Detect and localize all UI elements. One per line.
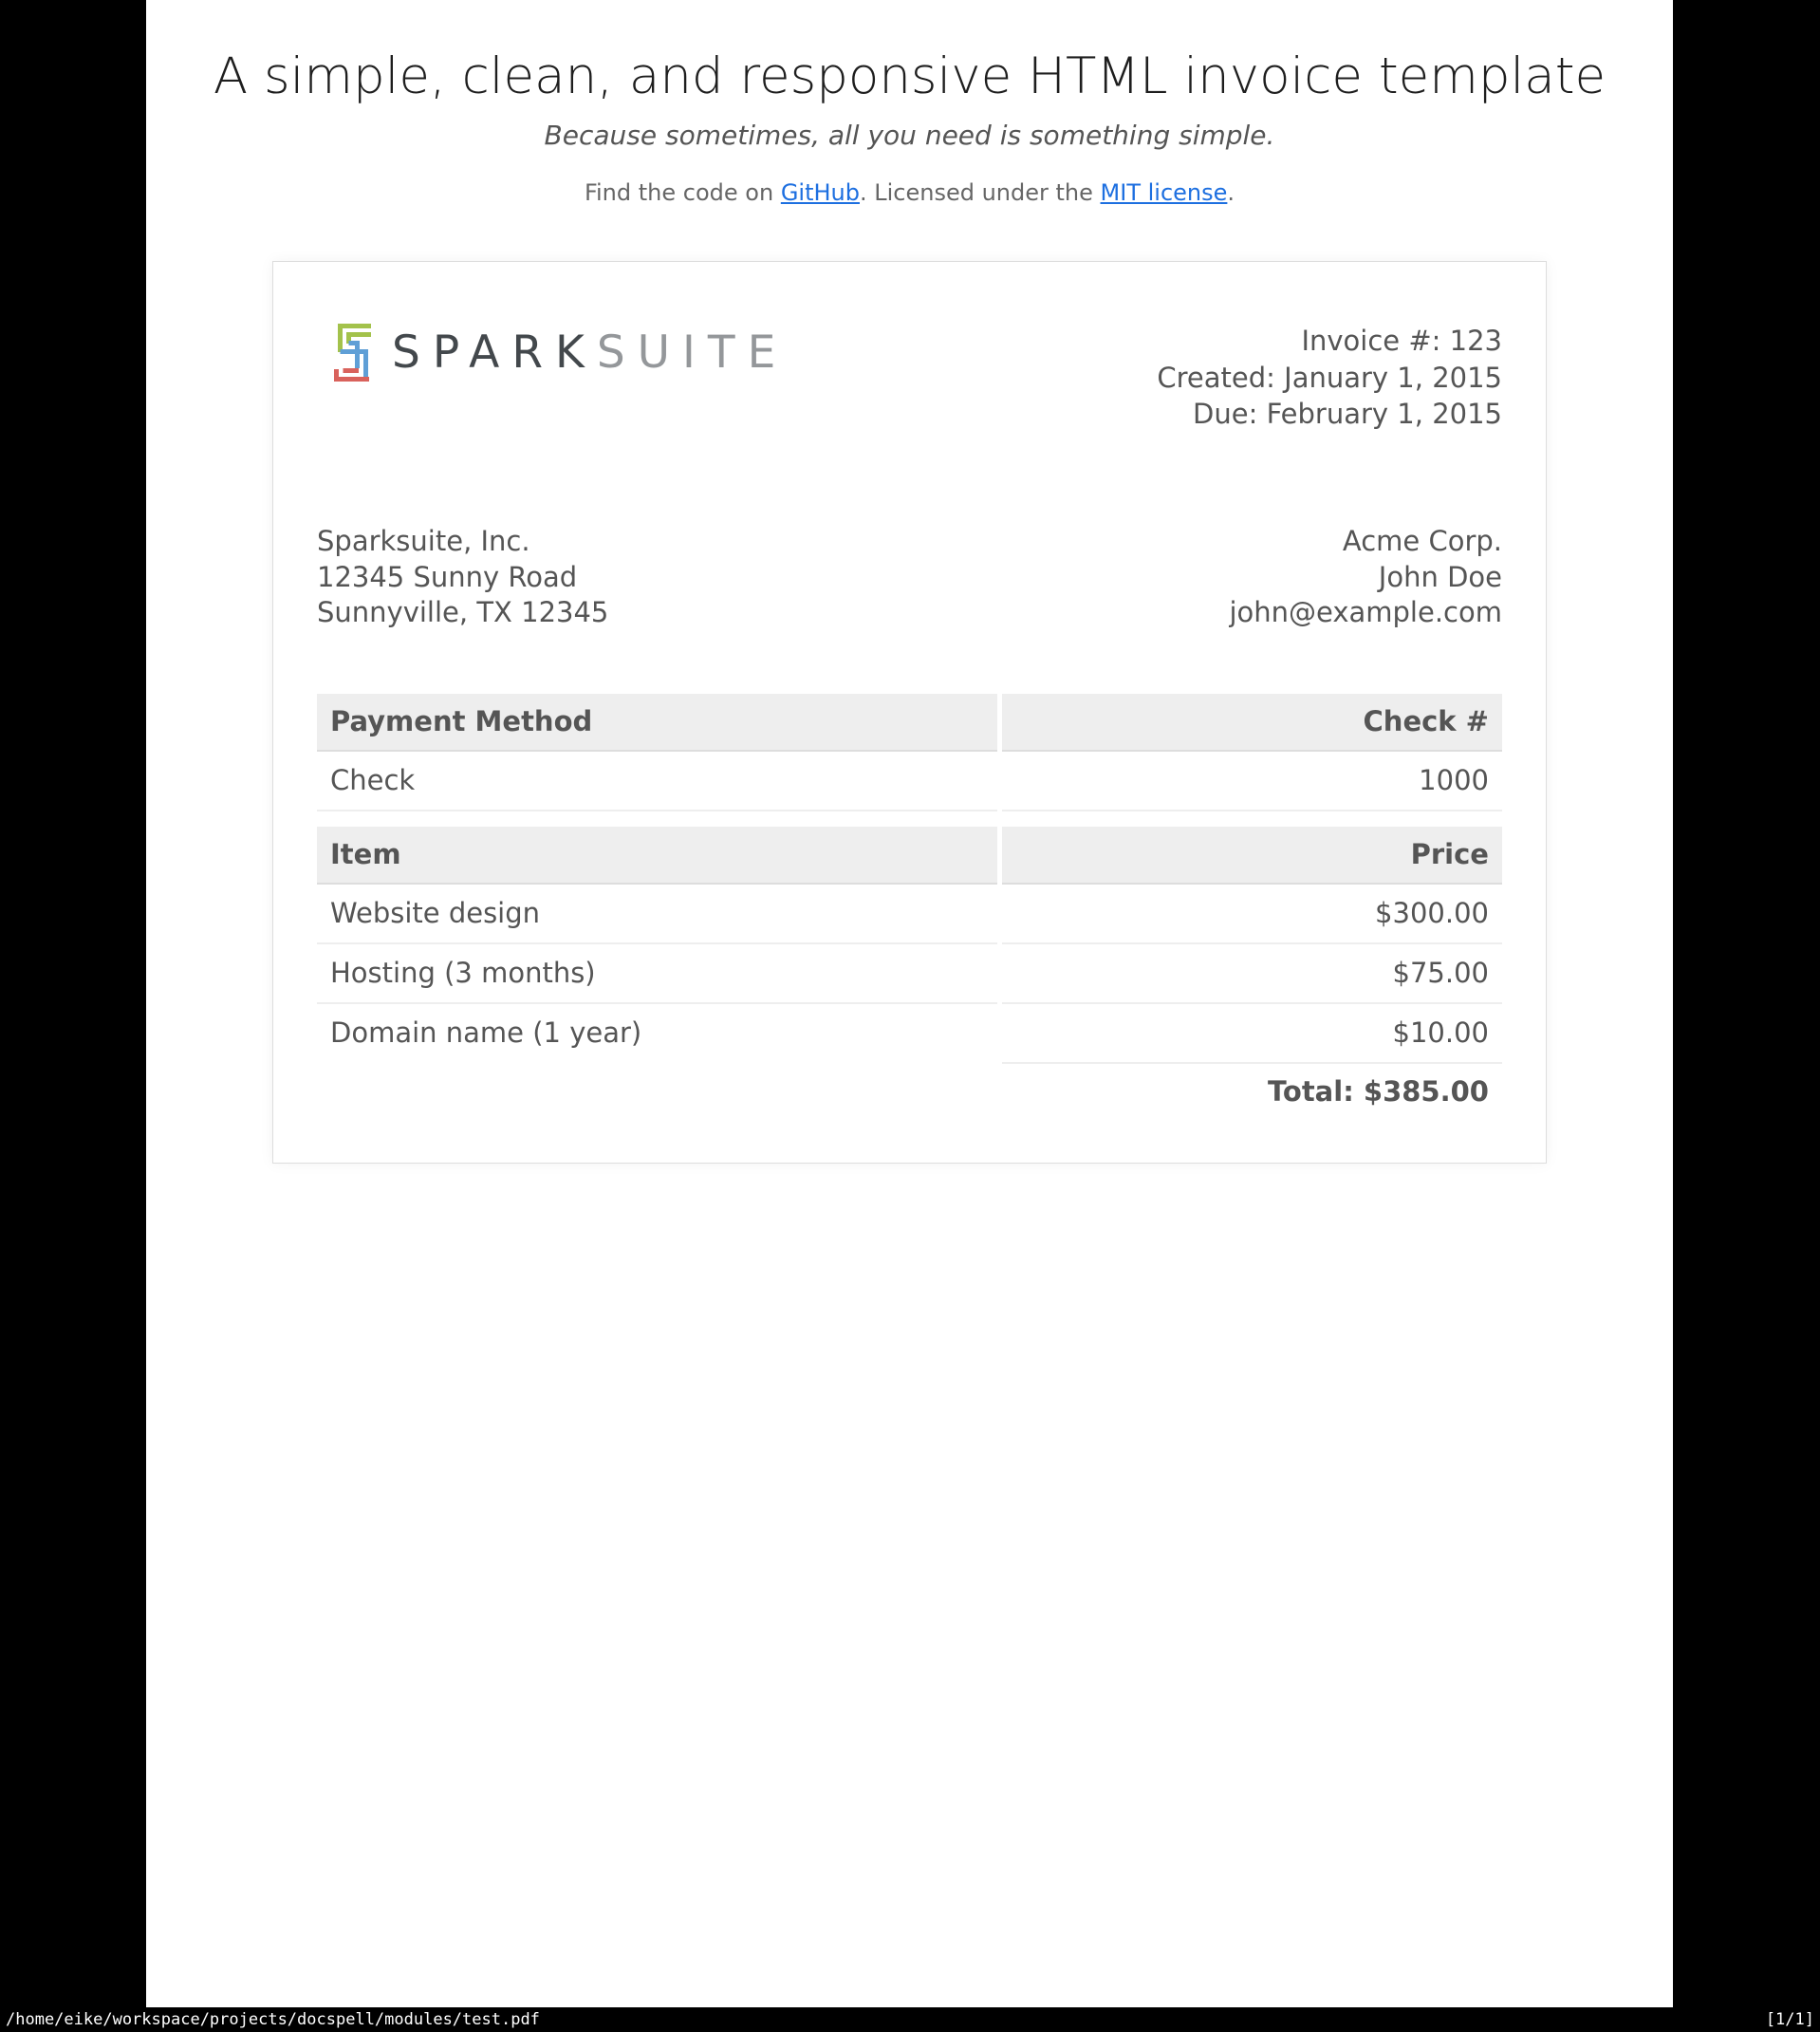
item-row-domain-name bbox=[317, 1004, 1502, 1062]
seller-address-block bbox=[317, 524, 608, 631]
page-subtitle: Because sometimes, all you need is something simple. bbox=[544, 120, 1275, 152]
item-price: $300.00 bbox=[1002, 885, 1502, 944]
document-header bbox=[146, 0, 1673, 206]
item-name: Hosting (3 months) bbox=[317, 944, 997, 1004]
page-title: A simple, clean, and responsive HTML invoice template bbox=[213, 47, 1606, 105]
sparksuite-wordmark bbox=[392, 326, 788, 379]
viewer-statusbar bbox=[0, 2007, 1820, 2032]
item-name: Website design bbox=[317, 885, 997, 944]
github-link[interactable]: GitHub bbox=[780, 179, 860, 207]
item-row-website-design bbox=[317, 885, 1502, 944]
links-line bbox=[146, 179, 1673, 206]
invoice-box bbox=[272, 261, 1547, 1164]
payment-table-row bbox=[317, 752, 1502, 811]
invoice-total: Total: $385.00 bbox=[1002, 1062, 1502, 1119]
invoice-number: Invoice #: 123 bbox=[1301, 325, 1502, 358]
wordmark-spark: SPARK bbox=[392, 326, 597, 380]
seller-city: Sunnyville, TX 12345 bbox=[317, 596, 609, 629]
mit-license-link[interactable]: MIT license bbox=[1100, 179, 1228, 207]
payment-method-value: Check bbox=[317, 752, 997, 811]
buyer-name: John Doe bbox=[1378, 560, 1502, 593]
links-prefix: Find the code on bbox=[584, 179, 781, 207]
item-header: Item bbox=[317, 827, 997, 885]
price-header: Price bbox=[1002, 827, 1502, 885]
payment-method-table bbox=[317, 694, 1502, 811]
seller-street: 12345 Sunny Road bbox=[317, 560, 578, 593]
items-table-header bbox=[317, 827, 1502, 885]
seller-name: Sparksuite, Inc. bbox=[317, 524, 530, 557]
invoice-created-date: Created: January 1, 2015 bbox=[1157, 361, 1502, 394]
invoice-parties-row bbox=[317, 524, 1502, 631]
wordmark-suite: SUITE bbox=[596, 326, 789, 380]
pdf-page bbox=[146, 0, 1673, 2007]
statusbar-page-indicator: [1/1] bbox=[1765, 2010, 1814, 2029]
item-price: $75.00 bbox=[1002, 944, 1502, 1004]
buyer-email: john@example.com bbox=[1229, 596, 1502, 629]
links-suffix: . bbox=[1227, 179, 1235, 207]
item-row-hosting bbox=[317, 944, 1502, 1004]
buyer-address-block bbox=[1229, 524, 1502, 631]
sparksuite-logo bbox=[317, 323, 788, 382]
sparksuite-logo-icon bbox=[334, 323, 373, 382]
item-price: $10.00 bbox=[1392, 1016, 1489, 1050]
total-row bbox=[317, 1062, 1502, 1119]
items-table bbox=[317, 827, 1502, 1119]
statusbar-file-path: /home/eike/workspace/projects/docspell/modules/test.pdf bbox=[6, 2010, 540, 2029]
payment-method-header: Payment Method bbox=[317, 694, 997, 752]
invoice-meta bbox=[1157, 323, 1502, 433]
item-name: Domain name (1 year) bbox=[330, 1016, 642, 1050]
payment-table-header bbox=[317, 694, 1502, 752]
invoice-top-row bbox=[317, 306, 1502, 433]
check-number-value: 1000 bbox=[1002, 752, 1502, 811]
check-number-header: Check # bbox=[1002, 694, 1502, 752]
links-middle: . Licensed under the bbox=[859, 179, 1101, 207]
buyer-company: Acme Corp. bbox=[1342, 524, 1502, 557]
invoice-due-date: Due: February 1, 2015 bbox=[1193, 398, 1502, 431]
